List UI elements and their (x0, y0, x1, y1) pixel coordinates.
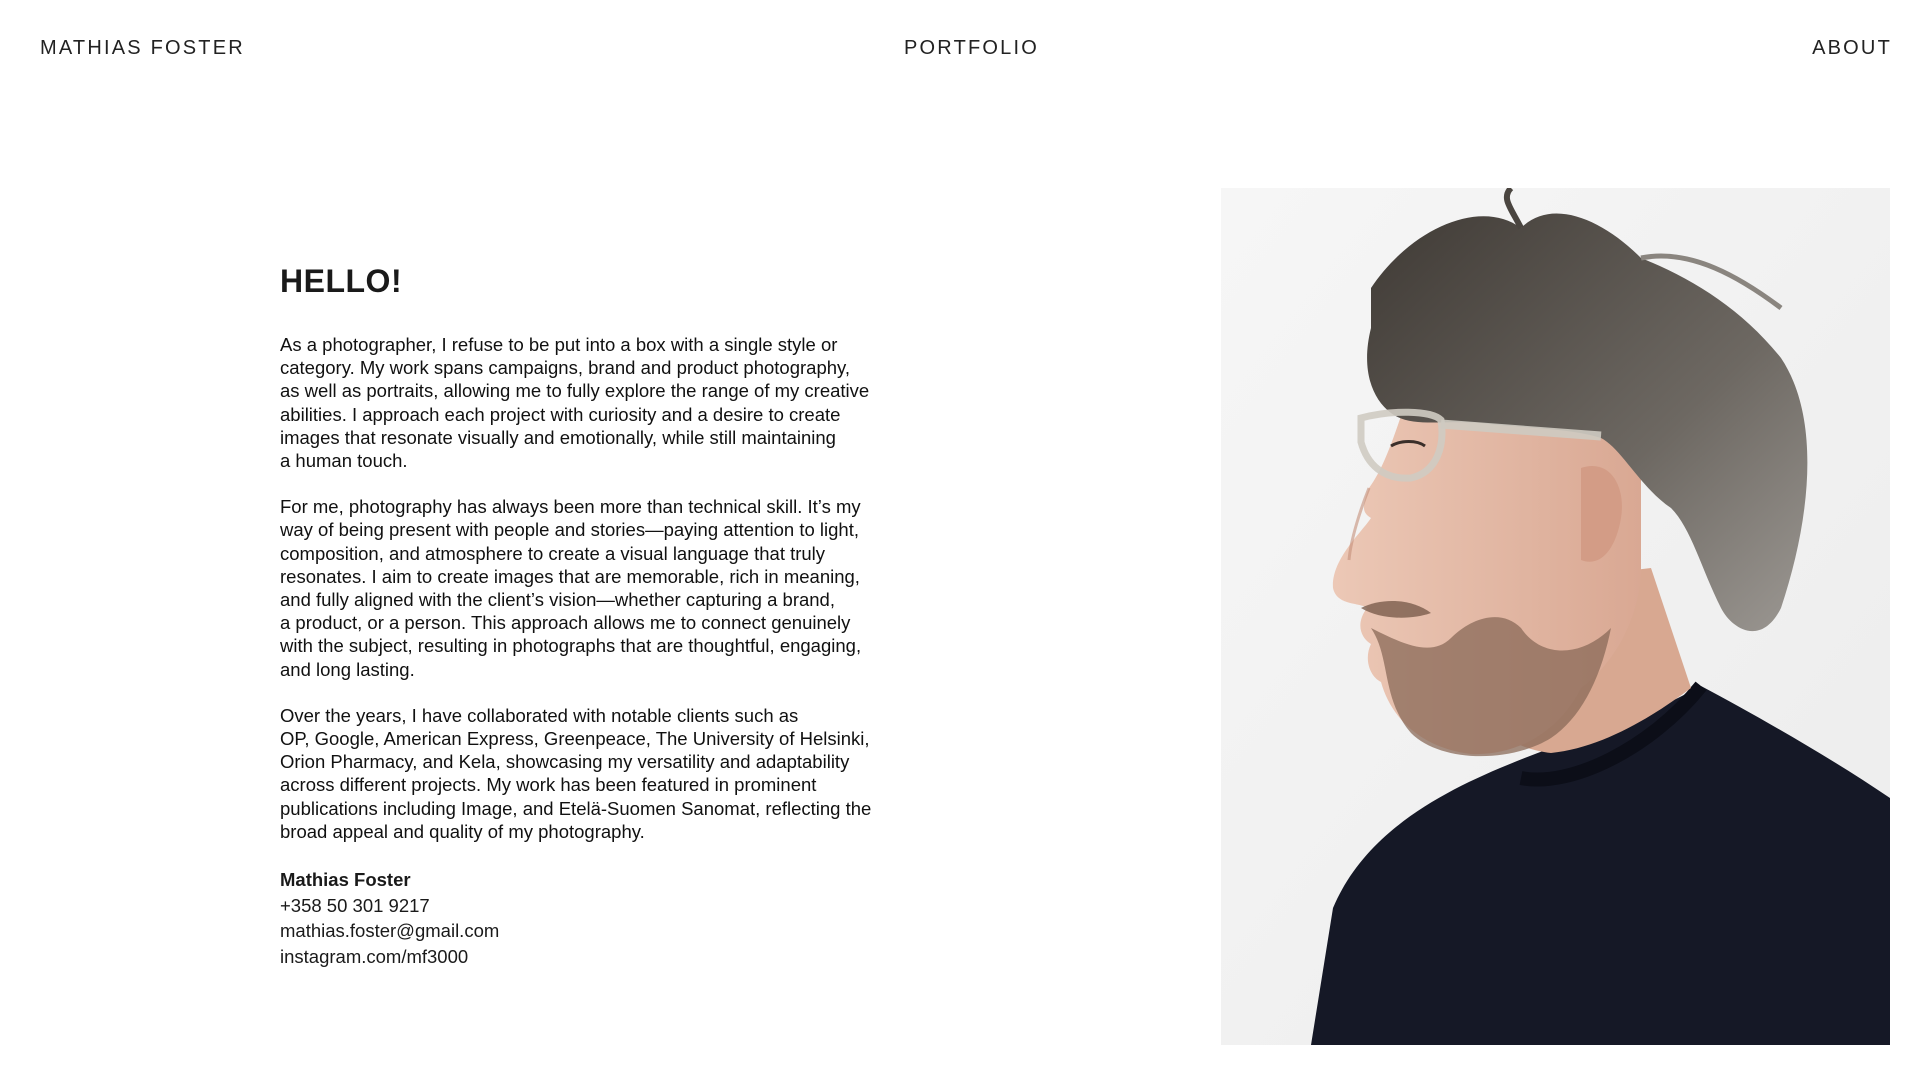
bio-line: category. My work spans campaigns, brand and product photography, (280, 357, 851, 379)
contact-block (280, 867, 940, 969)
bio-line: across different projects. My work has been featured in prominent (280, 774, 817, 796)
bio-line: resonates. I aim to create images that are memorable, rich in meaning, (280, 565, 860, 587)
contact-instagram-link[interactable]: instagram.com/mf3000 (280, 945, 469, 967)
bio-line: way of being present with people and stories—paying attention to light, (280, 519, 860, 541)
bio-line: a product, or a person. This approach allows me to connect genuinely (280, 612, 851, 634)
nav-about-link[interactable]: ABOUT (1812, 37, 1892, 59)
contact-name: Mathias Foster (280, 869, 411, 891)
bio-line: Orion Pharmacy, and Kela, showcasing my versatility and adaptability (280, 751, 850, 773)
portrait-photo (1221, 188, 1890, 1045)
bio-line: broad appeal and quality of my photography. (280, 820, 645, 842)
bio-paragraph-3 (280, 704, 940, 843)
nav-home-link[interactable]: MATHIAS FOSTER (40, 37, 245, 59)
bio-line: abilities. I approach each project with curiosity and a desire to create (280, 403, 841, 425)
bio-line: with the subject, resulting in photographs that are thoughtful, engaging, (280, 635, 862, 657)
bio-paragraph-1 (280, 333, 940, 472)
contact-phone: +358 50 301 9217 (280, 894, 430, 916)
bio-section (280, 262, 940, 969)
bio-line: OP, Google, American Express, Greenpeace, The University of Helsinki, (280, 728, 870, 750)
bio-line: Over the years, I have collaborated with notable clients such as (280, 704, 799, 726)
bio-line: publications including Image, and Etelä-Suomen Sanomat, reflecting the (280, 797, 872, 819)
bio-line: and long lasting. (280, 658, 415, 680)
contact-email-link[interactable]: mathias.foster@gmail.com (280, 920, 500, 942)
bio-line: as well as portraits, allowing me to fully explore the range of my creative (280, 380, 870, 402)
bio-line: images that resonate visually and emotionally, while still maintaining (280, 426, 836, 448)
bio-line: and fully aligned with the client’s vision—whether capturing a brand, (280, 589, 835, 611)
nav-portfolio-link[interactable]: PORTFOLIO (904, 37, 1040, 59)
bio-paragraph-2 (280, 495, 940, 681)
bio-line: For me, photography has always been more than technical skill. It’s my (280, 496, 861, 518)
bio-line: a human touch. (280, 450, 408, 472)
page-title: HELLO! (280, 263, 403, 299)
bio-line: composition, and atmosphere to create a visual language that truly (280, 542, 826, 564)
bio-line: As a photographer, I refuse to be put into a box with a single style or (280, 334, 838, 355)
portrait-illustration (1221, 188, 1890, 1045)
